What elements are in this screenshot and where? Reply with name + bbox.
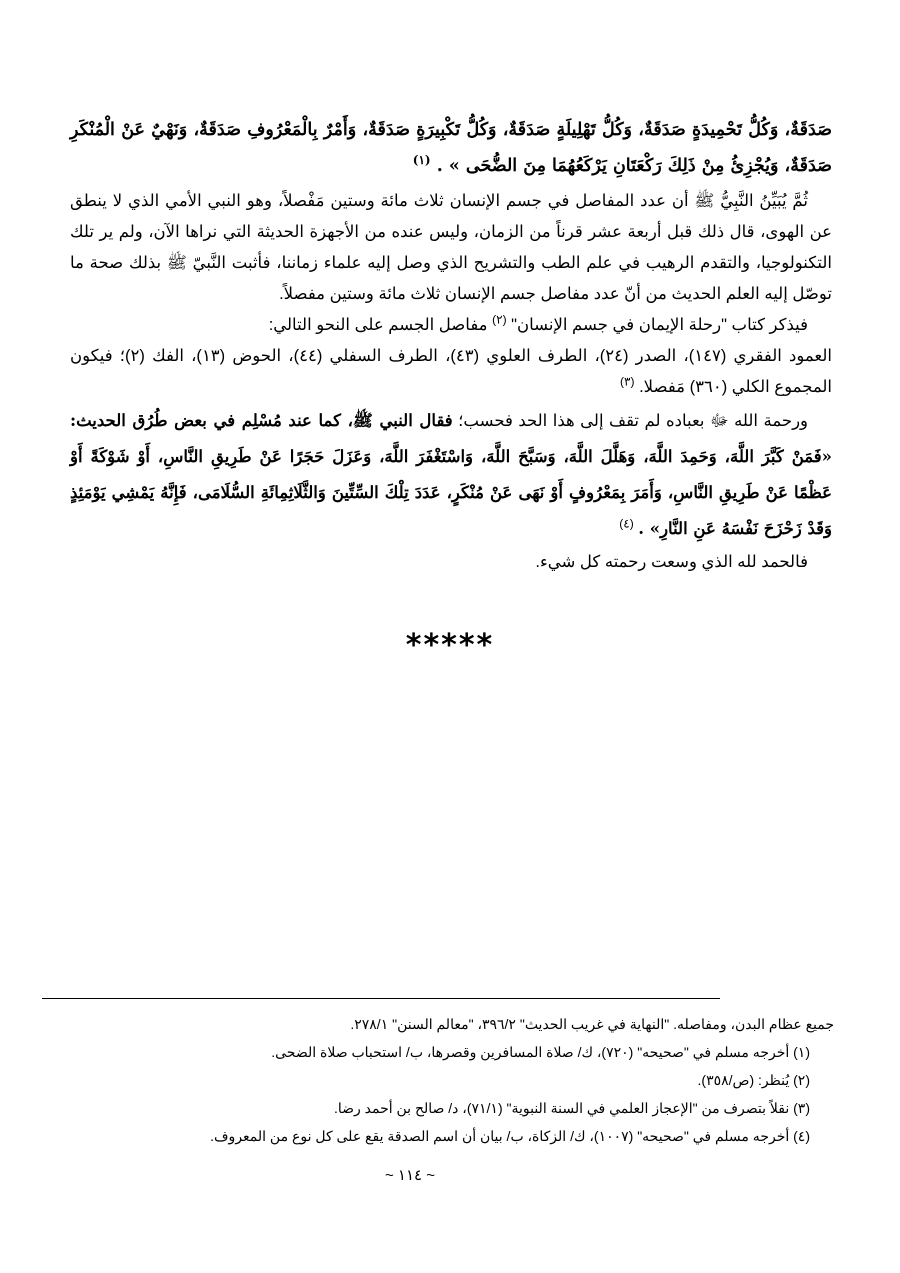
footnote-4: (٤) أخرجه مسلم في "صحيحه" (١٠٠٧)، ك/ الزكاة، ب/ بيان أن اسم الصدقة يقع على كل نوع من المعروف. (210, 1128, 810, 1144)
footnote-1: (١) أخرجه مسلم في "صحيحه" (٧٢٠)، ك/ صلاة المسافرين وقصرها، ب/ استحباب صلاة الضحى. (271, 1044, 810, 1060)
book-citation-text: فيذكر كتاب "رحلة الإيمان في جسم الإنسان" (511, 316, 808, 334)
page-number: ~ ١١٤ ~ (384, 1167, 436, 1184)
footnote-ref-2[interactable]: (٢) (492, 312, 507, 327)
footnote-ref-4[interactable]: (٤) (619, 516, 634, 531)
footnote-ref-1[interactable]: (١) (412, 153, 431, 168)
footnotes (60, 1010, 834, 1150)
book-citation-tail: مفاصل الجسم على النحو التالي: (268, 316, 488, 334)
hadith-text: صَدَقَةٌ، وَكُلُّ تَحْمِيدَةٍ صَدَقَةٌ، وَكُلُّ تَهْلِيلَةٍ صَدَقَةٌ، وَكُلُّ تَكْبِيرَةٍ صَدَقَةٌ، وَأَمْرٌ بِالْمَعْرُوفِ صَدَقَةٌ، وَنَهْيٌ عَنْ الْمُنْكَرِ صَدَقَةٌ، وَيُجْزِئُ مِنْ ذَلِكَ رَكْعَتَانِ يَرْكَعُهُمَا مِنَ الضُّحَى » . (70, 120, 832, 176)
footnote-2: (٢) يُنظر: (ص/٣٥٨). (697, 1072, 810, 1088)
paragraph-joint-counts (70, 341, 832, 403)
joint-counts-text: العمود الفقري (١٤٧)، الصدر (٢٤)، الطرف العلوي (٤٣)، الطرف السفلي (٤٤)، الحوض (١٣)، الفك (٢)؛ فيكون المجموع الكلي (٣٦٠) مَفصلا. (70, 347, 832, 396)
mercy-hadith-quote: فقال النبي ﷺ، كما عند مُسْلِم في بعض طُرُق الحديث: «فَمَنْ كَبَّرَ اللَّهَ، وَحَمِدَ اللَّهَ، وَهَلَّلَ اللَّهَ، وَسَبَّحَ اللَّهَ، وَاسْتَغْفَرَ اللَّهَ، وَعَزَلَ حَجَرًا عَنْ طَرِيقِ النَّاسِ، أَوْ شَوْكَةً أَوْ عَظْمًا عَنْ طَرِيقِ النَّاسِ، وَأَمَرَ بِمَعْرُوفٍ أَوْ نَهَى عَنْ مُنْكَرٍ، عَدَدَ تِلْكَ السِّتِّينَ وَالثَّلَاثِمِائَةِ السُّلَامَى، فَإِنَّهُ يَمْشِي يَوْمَئِذٍ وَقَدْ زَحْزَحَ نَفْسَهُ عَنِ النَّارِ» . (70, 411, 832, 538)
section-separator: ***** (405, 628, 495, 663)
footnote-ref-3[interactable]: (٣) (620, 374, 635, 389)
main-text (70, 112, 832, 578)
footnote-continuation: جميع عظام البدن، ومفاصله. "النهاية في غريب الحديث" ٣٩٦/٢، "معالم السنن" ٢٧٨/١. (350, 1016, 834, 1032)
footnote-3: (٣) نقلاً بتصرف من "الإعجاز العلمي في السنة النبوية" (٧١/١)، د/ صالح بن أحمد رضا. (333, 1100, 810, 1116)
paragraph-joints-explanation: ثُمَّ يُبَيِّنُ النَّبِيُّ ﷺ أن عدد المفاصل في جسم الإنسان ثلاث مائة وستين مَفْصلاً، وهو النبي الأمي الذي لا ينطق عن الهوى، قال ذلك قبل أربعة عشر قرناً من الزمان، وليس عنده من الأجهزة الحديثة التي نراها الآن، ولم ير تلك التكنولوجيا، والتقدم الرهيب في علم الطب والتشريح الذي وصل إليه علماء زماننا، فأثبت النَّبيّ ﷺ بذلك صحة ما توصّل إليه العلم الحديث من أنّ عدد مفاصل جسم الإنسان ثلاث مائة وستين مفصلاً. (70, 192, 832, 303)
mercy-intro: ورحمة الله ﷻ بعباده لم تقف إلى هذا الحد فحسب؛ (458, 412, 809, 430)
footnote-divider (42, 998, 720, 999)
paragraph-praise: فالحمد لله الذي وسعت رحمته كل شيء. (535, 553, 808, 571)
hadith-continuation (70, 112, 832, 184)
paragraph-mercy-hadith (70, 403, 832, 547)
paragraph-book-citation (70, 310, 832, 341)
